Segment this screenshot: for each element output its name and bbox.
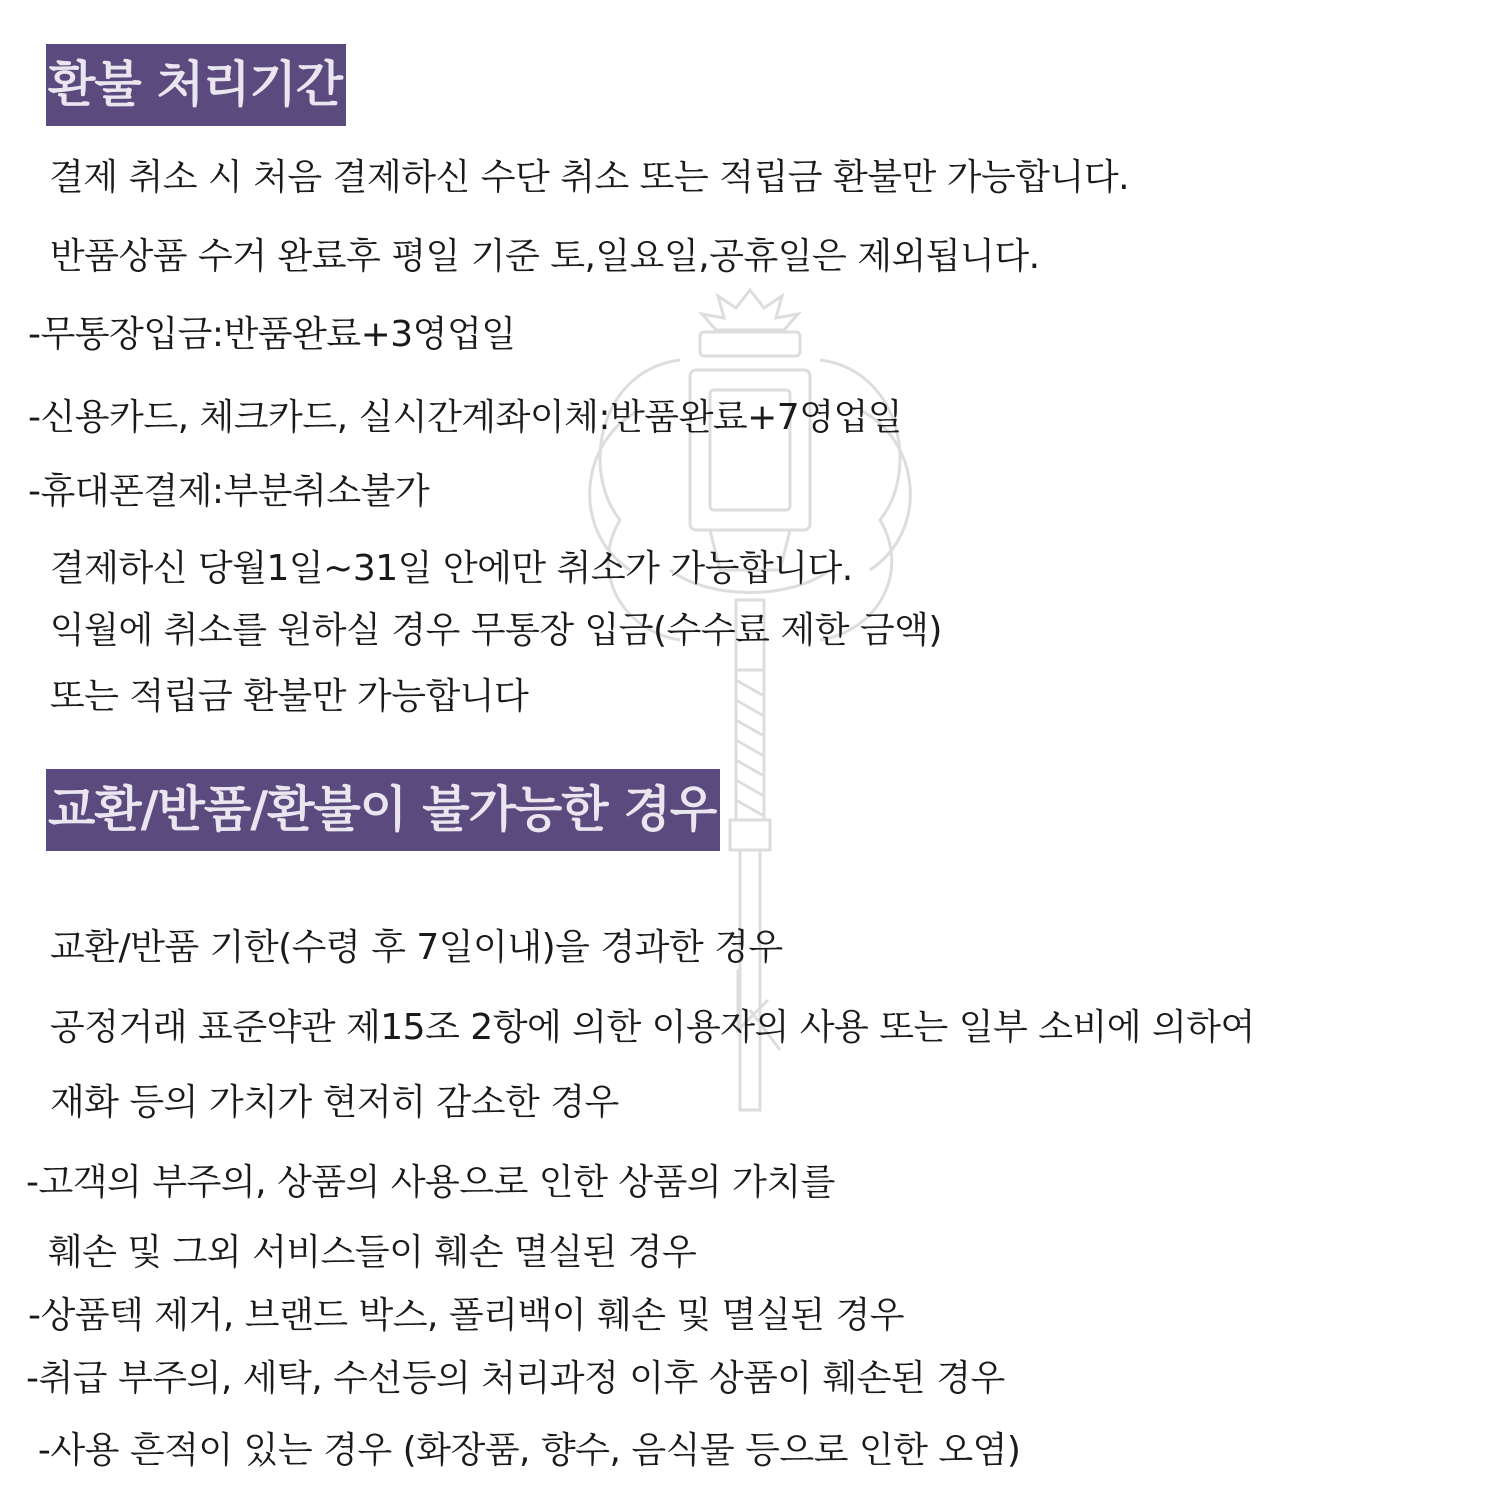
refund-line-2: 반품상품 수거 완료후 평일 기준 토,일요일,공휴일은 제외됩니다. (28, 236, 1040, 277)
not-allowed-line-2: 공정거래 표준약관 제15조 2항에 의한 이용자의 사용 또는 일부 소비에 의하여 (28, 1007, 1255, 1048)
refund-line-4: -신용카드, 체크카드, 실시간계좌이체:반품완료+7영업일 (28, 397, 903, 438)
refund-line-8: 또는 적립금 환불만 가능합니다 (28, 676, 529, 717)
refund-line-6: 결제하신 당월1일~31일 안에만 취소가 가능합니다. (28, 548, 853, 589)
not-allowed-line-8: -사용 흔적이 있는 경우 (화장품, 향수, 음식물 등으로 인한 오염) (16, 1430, 1021, 1471)
not-allowed-line-3: 재화 등의 가치가 현저히 감소한 경우 (28, 1082, 619, 1123)
not-allowed-line-1: 교환/반품 기한(수령 후 7일이내)을 경과한 경우 (28, 927, 783, 968)
not-allowed-line-6: -상품텍 제거, 브랜드 박스, 폴리백이 훼손 및 멸실된 경우 (28, 1295, 904, 1336)
refund-line-3: -무통장입금:반품완료+3영업일 (28, 314, 516, 355)
refund-line-1: 결제 취소 시 처음 결제하신 수단 취소 또는 적립금 환불만 가능합니다. (38, 157, 1130, 198)
not-allowed-line-4: -고객의 부주의, 상품의 사용으로 인한 상품의 가치를 (26, 1162, 835, 1203)
refund-line-5: -휴대폰결제:부분취소불가 (28, 471, 430, 512)
section-heading-not-allowed: 교환/반품/환불이 불가능한 경우 (46, 769, 720, 851)
section-heading-refund-period: 환불 처리기간 (46, 44, 346, 126)
not-allowed-line-5: 훼손 및 그외 서비스들이 훼손 멸실된 경우 (26, 1232, 697, 1273)
not-allowed-line-7: -취급 부주의, 세탁, 수선등의 처리과정 이후 상품이 훼손된 경우 (26, 1358, 1005, 1399)
refund-line-7: 익월에 취소를 원하실 경우 무통장 입금(수수료 제한 금액) (28, 610, 942, 651)
